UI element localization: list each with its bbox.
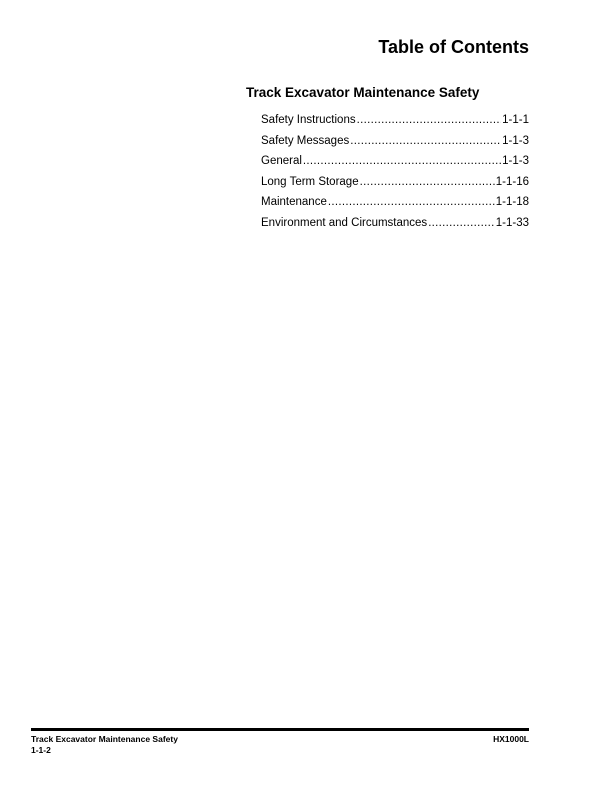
footer-left (31, 734, 178, 756)
toc-entry-page: 1-1-1 (502, 114, 529, 126)
toc-dot-leader (328, 196, 495, 208)
footer-page-number: 1-1-2 (31, 745, 51, 755)
toc-entry-long-term-storage[interactable] (261, 176, 529, 197)
toc-entry-label: Long Term Storage (261, 175, 359, 188)
toc-entry-label: Safety Instructions (261, 114, 356, 126)
footer-section-title: Track Excavator Maintenance Safety (31, 734, 178, 744)
toc-dot-leader (360, 176, 495, 188)
toc-entry-label: Environment and Circumstances (261, 216, 428, 229)
toc-entry-label: General (261, 155, 302, 167)
toc-entry-label: Maintenance (261, 196, 327, 208)
toc-dot-leader (357, 114, 502, 126)
toc-dot-leader (350, 135, 501, 147)
page-title: Table of Contents (378, 37, 529, 57)
toc-entry-environment-and-circumstances[interactable] (261, 217, 529, 238)
toc-entry-general[interactable] (261, 155, 529, 176)
toc-entry-page: 1-1-3 (502, 134, 529, 147)
toc-entry-label: Safety Messages (261, 134, 350, 147)
toc-entry-page: 1-1-16 (495, 175, 529, 188)
toc-entry-page: 1-1-18 (495, 196, 529, 208)
toc-entry-maintenance[interactable] (261, 196, 529, 217)
section-heading: Track Excavator Maintenance Safety (246, 85, 480, 100)
toc-entry-safety-instructions[interactable] (261, 114, 529, 135)
toc-entry-page: 1-1-3 (502, 155, 529, 167)
toc-dot-leader (303, 155, 501, 167)
toc-dot-leader (428, 217, 495, 229)
footer-divider (31, 728, 529, 731)
toc-entry-safety-messages[interactable] (261, 135, 529, 156)
toc-entry-page: 1-1-33 (495, 216, 529, 229)
toc-list (261, 114, 529, 237)
footer-model: HX1000L (493, 734, 529, 744)
